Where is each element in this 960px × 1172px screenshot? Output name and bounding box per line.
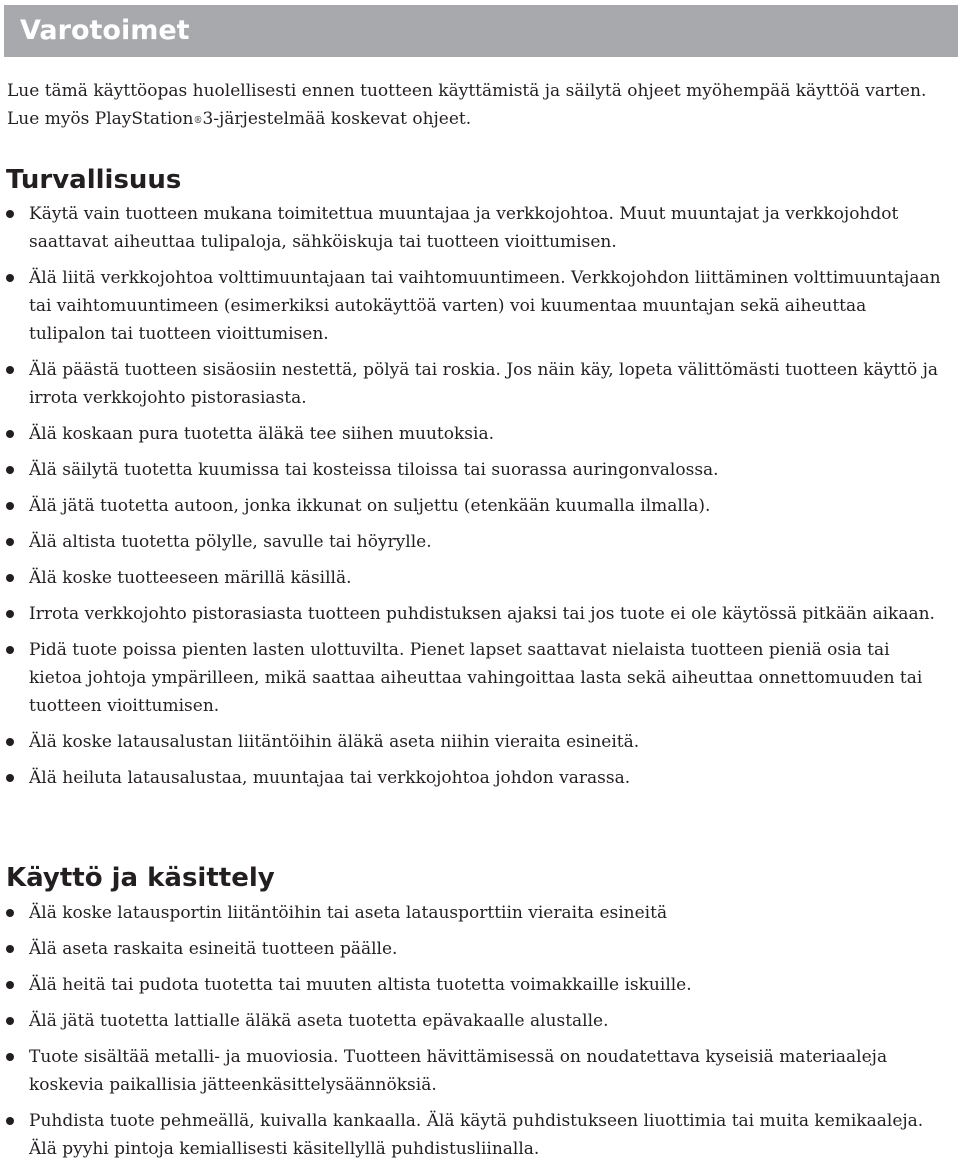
bullet-icon xyxy=(6,1117,14,1125)
list-item: Älä altista tuotetta pölylle, savulle tai höyrylle. xyxy=(0,528,945,556)
bullet-icon xyxy=(6,774,14,782)
bullet-icon xyxy=(6,646,14,654)
section-heading-safety: Turvallisuus xyxy=(6,165,182,195)
bullet-icon xyxy=(6,574,14,582)
list-item: Käytä vain tuotteen mukana toimitettua muuntajaa ja verkkojohtoa. Muut muuntajat ja verkkojohdot saattavat aiheuttaa tulipaloja, sähköiskuja tai tuotteen vioittumisen. xyxy=(0,200,945,256)
list-item: Älä liitä verkkojohtoa volttimuuntajaan tai vaihtomuuntimeen. Verkkojohdon liittäminen volttimuuntajaan tai vaihtomuuntimeen (esimerkiksi autokäyttöä varten) voi kuumentaa muuntajan sekä aiheuttaa tulipalon tai tuotteen vioittumisen. xyxy=(0,264,945,348)
page-title: Varotoimet xyxy=(20,15,190,46)
list-item: Älä jätä tuotetta lattialle äläkä aseta tuotetta epävakaalle alustalle. xyxy=(0,1007,945,1035)
bullet-icon xyxy=(6,1053,14,1061)
bullet-icon xyxy=(6,909,14,917)
list-item: Puhdista tuote pehmeällä, kuivalla kankaalla. Älä käytä puhdistukseen liuottimia tai muita kemikaaleja. Älä pyyhi pintoja kemiallisesti käsitellyllä puhdistusliinalla. xyxy=(0,1107,945,1163)
bullet-icon xyxy=(6,1017,14,1025)
section-heading-handling: Käyttö ja käsittely xyxy=(6,863,275,893)
intro-text-after: 3-järjestelmää koskevat ohjeet. xyxy=(202,109,472,129)
list-item: Älä jätä tuotetta autoon, jonka ikkunat on suljettu (etenkään kuumalla ilmalla). xyxy=(0,492,945,520)
list-item: Älä heiluta latausalustaa, muuntajaa tai verkkojohtoa johdon varassa. xyxy=(0,764,945,792)
bullet-icon xyxy=(6,981,14,989)
list-item: Irrota verkkojohto pistorasiasta tuotteen puhdistuksen ajaksi tai jos tuote ei ole käytössä pitkään aikaan. xyxy=(0,600,945,628)
title-banner xyxy=(4,5,958,57)
bullet-icon xyxy=(6,466,14,474)
list-item: Älä koskaan pura tuotetta äläkä tee siihen muutoksia. xyxy=(0,420,945,448)
registered-mark: ® xyxy=(193,116,203,126)
intro-paragraph xyxy=(7,77,937,136)
list-item: Älä koske latausalustan liitäntöihin äläkä aseta niihin vieraita esineitä. xyxy=(0,728,945,756)
list-item: Älä heitä tai pudota tuotetta tai muuten altista tuotetta voimakkaille iskuille. xyxy=(0,971,945,999)
bullet-icon xyxy=(6,366,14,374)
list-item: Älä aseta raskaita esineitä tuotteen päälle. xyxy=(0,935,945,963)
bullet-icon xyxy=(6,210,14,218)
list-item: Älä koske latausportin liitäntöihin tai aseta latausporttiin vieraita esineitä xyxy=(0,899,945,927)
list-item: Pidä tuote poissa pienten lasten ulottuvilta. Pienet lapset saattavat nielaista tuotteen pieniä osia tai kietoa johtoja ympärilleen, mikä saattaa aiheuttaa vahingoittaa lasta sekä aiheuttaa onnettomuuden tai tuotteen vioittumisen. xyxy=(0,636,945,720)
list-item: Älä säilytä tuotetta kuumissa tai kosteissa tiloissa tai suorassa auringonvalossa. xyxy=(0,456,945,484)
bullet-icon xyxy=(6,945,14,953)
bullet-icon xyxy=(6,502,14,510)
bullet-icon xyxy=(6,274,14,282)
bullet-icon xyxy=(6,610,14,618)
bullet-icon xyxy=(6,738,14,746)
list-item: Älä päästä tuotteen sisäosiin nestettä, pölyä tai roskia. Jos näin käy, lopeta välittömästi tuotteen käyttö ja irrota verkkojohto pistorasiasta. xyxy=(0,356,945,412)
intro-text-before: Lue tämä käyttöopas huolellisesti ennen tuotteen käyttämistä ja säilytä ohjeet myöhempää käyttöä varten. Lue myös PlayStation xyxy=(7,81,927,129)
list-item: Tuote sisältää metalli- ja muoviosia. Tuotteen hävittämisessä on noudatettava kyseisiä materiaaleja koskevia paikallisia jätteenkäsittelysäännöksiä. xyxy=(0,1043,945,1099)
safety-list xyxy=(0,200,945,800)
bullet-icon xyxy=(6,538,14,546)
bullet-icon xyxy=(6,430,14,438)
handling-list xyxy=(0,899,945,1171)
list-item: Älä koske tuotteeseen märillä käsillä. xyxy=(0,564,945,592)
